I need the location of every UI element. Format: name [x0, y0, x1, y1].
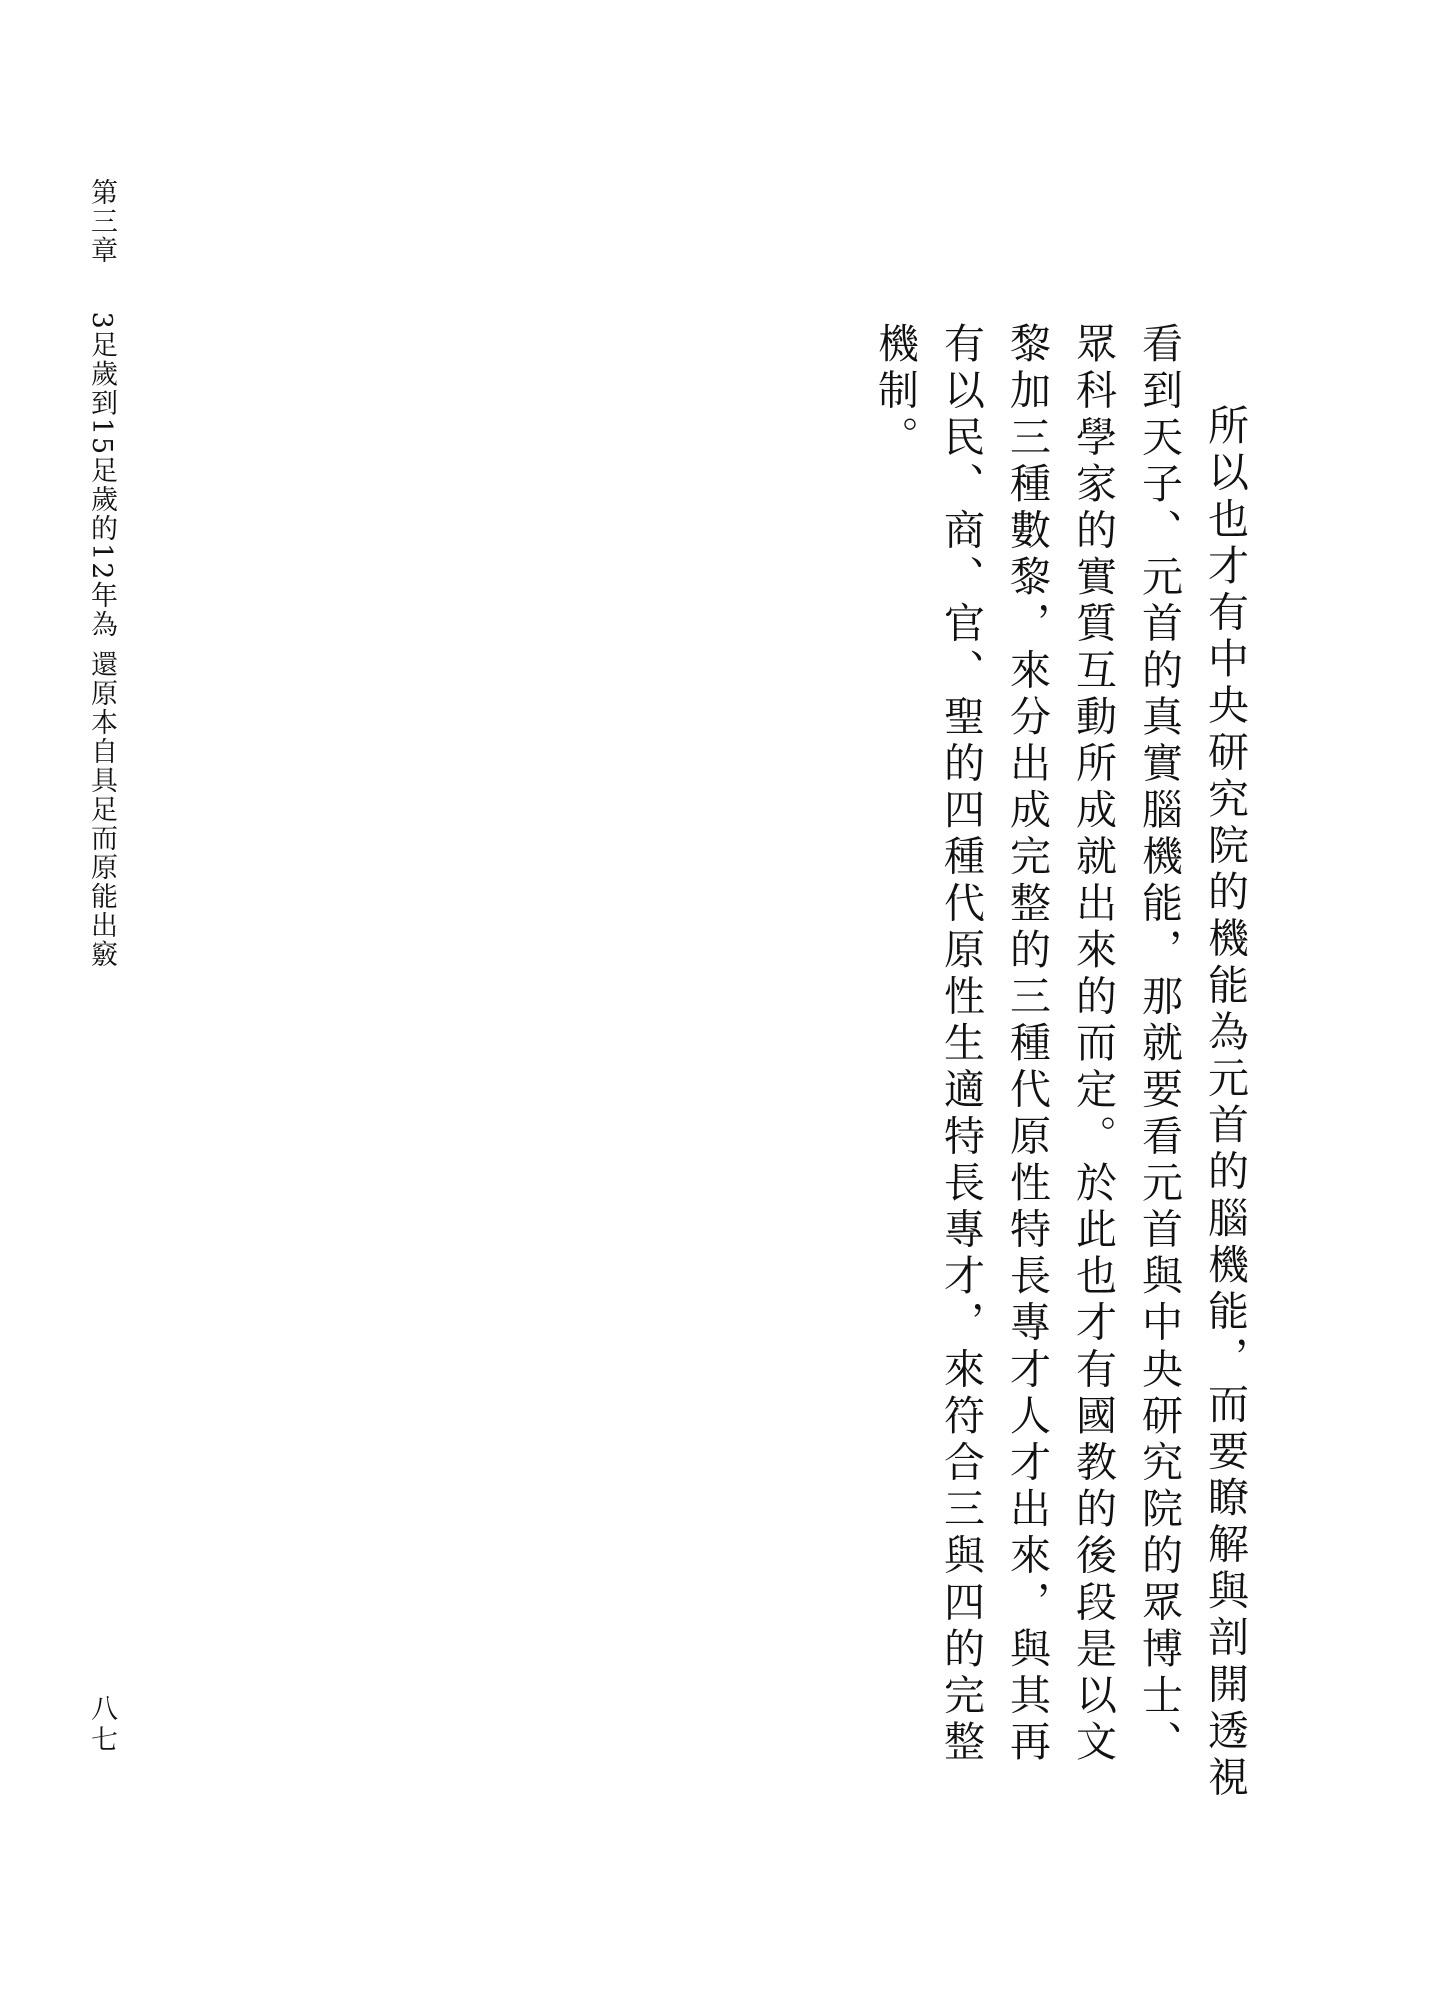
page-number: 八七: [86, 1694, 117, 1756]
chapter-label: 第三章: [86, 178, 117, 265]
body-paragraph: 所以也才有中央研究院的機能為元首的腦機能，而要瞭解與剖開透視看到天子、元首的真實腦機能，那就要看元首與中央研究院的眾博士、眾科學家的實質互動所成就出來的而定。於此也才有國教的後段是以文黎加三種數黎，來分出成完整的三種代原性特長專才人才出來，與其再有以民、商、官、聖的四種代原性生適特長專才，來符合三與四的完整機制。: [871, 322, 1249, 1802]
running-head: [86, 178, 116, 969]
chapter-title: 3足歲到15足歲的12年為 還原本自具足而原能出竅: [86, 311, 117, 970]
